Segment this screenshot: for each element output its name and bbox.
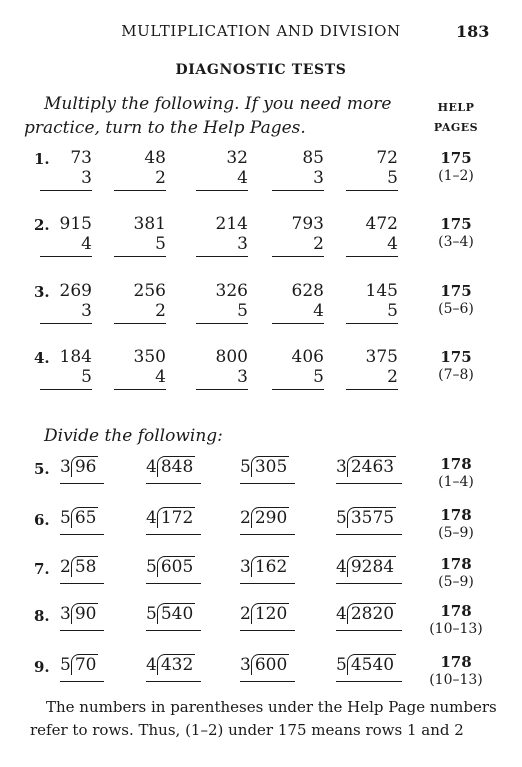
dividend: 172 bbox=[157, 507, 195, 528]
divisor: 3 bbox=[240, 557, 251, 577]
help-header-line2: PAGES bbox=[433, 121, 479, 134]
help-page-number: 178 bbox=[440, 506, 472, 524]
multiplier: 5 bbox=[196, 301, 248, 324]
multiplication-problem bbox=[272, 347, 324, 390]
division-problem bbox=[146, 556, 195, 577]
answer-rule bbox=[146, 483, 201, 484]
answer-rule bbox=[240, 483, 295, 484]
answer-rule bbox=[240, 534, 295, 535]
answer-rule bbox=[336, 534, 402, 535]
multiplier: 5 bbox=[272, 367, 324, 390]
division-problem bbox=[146, 456, 195, 477]
division-problem bbox=[240, 507, 289, 528]
multiplier: 4 bbox=[196, 168, 248, 191]
division-problem bbox=[60, 507, 98, 528]
division-problem bbox=[146, 507, 195, 528]
division-problem bbox=[146, 654, 195, 675]
multiplicand: 32 bbox=[226, 148, 248, 168]
divisor: 4 bbox=[146, 457, 157, 477]
help-reference bbox=[420, 282, 492, 318]
help-page-number: 175 bbox=[440, 282, 472, 300]
multiplier: 2 bbox=[114, 168, 166, 191]
help-reference bbox=[420, 602, 492, 638]
multiplicand: 269 bbox=[59, 281, 92, 301]
help-reference bbox=[420, 215, 492, 251]
row-number: 2. bbox=[34, 216, 50, 234]
help-rows: (10–13) bbox=[429, 621, 483, 637]
help-rows: (10–13) bbox=[429, 672, 483, 688]
help-page-number: 178 bbox=[440, 555, 472, 573]
answer-rule bbox=[60, 583, 104, 584]
dividend: 848 bbox=[157, 456, 195, 477]
multiplier: 4 bbox=[114, 367, 166, 390]
multiplier: 3 bbox=[40, 168, 92, 191]
dividend: 9284 bbox=[347, 556, 396, 577]
running-header: MULTIPLICATION AND DIVISION bbox=[121, 22, 401, 40]
help-rows: (1–2) bbox=[438, 168, 474, 184]
help-reference bbox=[420, 555, 492, 591]
division-problem bbox=[240, 556, 289, 577]
multiplier: 4 bbox=[272, 301, 324, 324]
divisor: 5 bbox=[336, 655, 347, 675]
answer-rule bbox=[336, 630, 402, 631]
divisor: 5 bbox=[240, 457, 251, 477]
answer-rule bbox=[60, 630, 104, 631]
answer-rule bbox=[240, 681, 295, 682]
division-problem bbox=[240, 603, 289, 624]
multiply-instruction-line1: Multiply the following. If you need more bbox=[44, 94, 392, 114]
row-number: 7. bbox=[34, 560, 50, 578]
divisor: 3 bbox=[336, 457, 347, 477]
dividend: 70 bbox=[71, 654, 99, 675]
divisor: 3 bbox=[60, 604, 71, 624]
multiplier: 5 bbox=[346, 168, 398, 191]
page-number: 183 bbox=[456, 22, 490, 41]
multiplication-problem bbox=[114, 148, 166, 191]
multiplication-problem bbox=[272, 214, 324, 257]
dividend: 65 bbox=[71, 507, 99, 528]
row-number: 4. bbox=[34, 349, 50, 367]
division-problem bbox=[60, 603, 98, 624]
help-page-number: 178 bbox=[440, 602, 472, 620]
multiplication-problem bbox=[346, 281, 398, 324]
multiplier: 4 bbox=[40, 234, 92, 257]
multiplier: 3 bbox=[196, 234, 248, 257]
division-problem bbox=[336, 507, 396, 528]
division-problem bbox=[60, 654, 98, 675]
multiplication-problem bbox=[40, 347, 92, 390]
dividend: 600 bbox=[251, 654, 289, 675]
divisor: 2 bbox=[240, 604, 251, 624]
row-number: 3. bbox=[34, 283, 50, 301]
division-problem bbox=[336, 456, 396, 477]
division-problem bbox=[146, 603, 195, 624]
multiplicand: 628 bbox=[291, 281, 324, 301]
answer-rule bbox=[146, 583, 201, 584]
help-rows: (5–9) bbox=[438, 525, 474, 541]
multiplicand: 73 bbox=[70, 148, 92, 168]
dividend: 162 bbox=[251, 556, 289, 577]
multiplication-problem bbox=[196, 148, 248, 191]
multiplication-problem bbox=[114, 281, 166, 324]
multiplier: 2 bbox=[346, 367, 398, 390]
help-reference bbox=[420, 455, 492, 491]
divisor: 3 bbox=[240, 655, 251, 675]
row-number: 6. bbox=[34, 511, 50, 529]
row-number: 5. bbox=[34, 460, 50, 478]
multiplicand: 256 bbox=[133, 281, 166, 301]
divisor: 4 bbox=[146, 655, 157, 675]
section-title: DIAGNOSTIC TESTS bbox=[175, 62, 347, 78]
footnote: The numbers in parentheses under the Help Page numbers refer to rows. Thus, (1–2) under 175 means rows 1 and 2 bbox=[30, 698, 497, 739]
multiplier: 5 bbox=[346, 301, 398, 324]
multiplier: 3 bbox=[272, 168, 324, 191]
divisor: 2 bbox=[60, 557, 71, 577]
multiplication-problem bbox=[272, 281, 324, 324]
answer-rule bbox=[146, 630, 201, 631]
multiplier: 2 bbox=[272, 234, 324, 257]
dividend: 540 bbox=[157, 603, 195, 624]
help-page-number: 175 bbox=[440, 348, 472, 366]
multiplicand: 72 bbox=[376, 148, 398, 168]
multiplicand: 793 bbox=[291, 214, 324, 234]
multiplicand: 375 bbox=[365, 347, 398, 367]
multiplication-problem bbox=[114, 214, 166, 257]
division-problem bbox=[240, 456, 289, 477]
answer-rule bbox=[336, 681, 402, 682]
help-pages-header bbox=[420, 98, 492, 138]
divisor: 5 bbox=[146, 604, 157, 624]
multiplication-problem bbox=[196, 214, 248, 257]
multiplicand: 184 bbox=[59, 347, 92, 367]
row-number: 8. bbox=[34, 607, 50, 625]
help-reference bbox=[420, 653, 492, 689]
multiplicand: 326 bbox=[215, 281, 248, 301]
multiplier: 5 bbox=[114, 234, 166, 257]
dividend: 4540 bbox=[347, 654, 396, 675]
help-page-number: 178 bbox=[440, 455, 472, 473]
dividend: 96 bbox=[71, 456, 99, 477]
dividend: 3575 bbox=[347, 507, 396, 528]
multiplication-problem bbox=[346, 347, 398, 390]
multiplier: 2 bbox=[114, 301, 166, 324]
multiplication-problem bbox=[272, 148, 324, 191]
help-header-line1: HELP bbox=[437, 101, 475, 114]
help-rows: (1–4) bbox=[438, 474, 474, 490]
answer-rule bbox=[146, 681, 201, 682]
multiplication-problem bbox=[346, 148, 398, 191]
help-page-number: 175 bbox=[440, 149, 472, 167]
answer-rule bbox=[240, 583, 295, 584]
multiplicand: 350 bbox=[133, 347, 166, 367]
multiplier: 4 bbox=[346, 234, 398, 257]
help-page-number: 175 bbox=[440, 215, 472, 233]
dividend: 2463 bbox=[347, 456, 396, 477]
answer-rule bbox=[336, 583, 402, 584]
multiplier: 3 bbox=[196, 367, 248, 390]
multiplicand: 145 bbox=[365, 281, 398, 301]
help-rows: (5–9) bbox=[438, 574, 474, 590]
division-problem bbox=[336, 654, 396, 675]
divisor: 5 bbox=[146, 557, 157, 577]
answer-rule bbox=[60, 483, 104, 484]
multiplication-problem bbox=[114, 347, 166, 390]
help-page-number: 178 bbox=[440, 653, 472, 671]
multiplicand: 800 bbox=[215, 347, 248, 367]
multiplier: 5 bbox=[40, 367, 92, 390]
dividend: 58 bbox=[71, 556, 99, 577]
help-reference bbox=[420, 506, 492, 542]
divisor: 5 bbox=[336, 508, 347, 528]
dividend: 305 bbox=[251, 456, 289, 477]
divisor: 5 bbox=[60, 655, 71, 675]
row-number: 9. bbox=[34, 658, 50, 676]
divisor: 4 bbox=[336, 604, 347, 624]
dividend: 120 bbox=[251, 603, 289, 624]
division-problem bbox=[336, 556, 396, 577]
division-problem bbox=[240, 654, 289, 675]
division-problem bbox=[336, 603, 396, 624]
divide-instruction: Divide the following: bbox=[44, 426, 223, 446]
multiplication-problem bbox=[346, 214, 398, 257]
multiplication-problem bbox=[40, 214, 92, 257]
help-rows: (7–8) bbox=[438, 367, 474, 383]
multiplicand: 85 bbox=[302, 148, 324, 168]
dividend: 432 bbox=[157, 654, 195, 675]
multiplicand: 915 bbox=[59, 214, 92, 234]
multiplication-problem bbox=[196, 347, 248, 390]
dividend: 605 bbox=[157, 556, 195, 577]
multiplication-problem bbox=[196, 281, 248, 324]
multiplication-problem bbox=[40, 281, 92, 324]
multiplicand: 406 bbox=[291, 347, 324, 367]
divisor: 4 bbox=[146, 508, 157, 528]
dividend: 2820 bbox=[347, 603, 396, 624]
multiply-instruction-line2: practice, turn to the Help Pages. bbox=[24, 118, 306, 138]
multiplicand: 381 bbox=[133, 214, 166, 234]
dividend: 290 bbox=[251, 507, 289, 528]
answer-rule bbox=[60, 534, 104, 535]
divisor: 4 bbox=[336, 557, 347, 577]
answer-rule bbox=[336, 483, 402, 484]
divisor: 5 bbox=[60, 508, 71, 528]
divisor: 3 bbox=[60, 457, 71, 477]
row-number: 1. bbox=[34, 150, 50, 168]
answer-rule bbox=[60, 681, 104, 682]
help-reference bbox=[420, 348, 492, 384]
division-problem bbox=[60, 556, 98, 577]
help-rows: (3–4) bbox=[438, 234, 474, 250]
answer-rule bbox=[240, 630, 295, 631]
answer-rule bbox=[146, 534, 201, 535]
help-rows: (5–6) bbox=[438, 301, 474, 317]
division-problem bbox=[60, 456, 98, 477]
multiplication-problem bbox=[40, 148, 92, 191]
help-reference bbox=[420, 149, 492, 185]
divisor: 2 bbox=[240, 508, 251, 528]
multiplicand: 472 bbox=[365, 214, 398, 234]
multiplicand: 48 bbox=[144, 148, 166, 168]
dividend: 90 bbox=[71, 603, 99, 624]
multiplicand: 214 bbox=[215, 214, 248, 234]
multiplier: 3 bbox=[40, 301, 92, 324]
